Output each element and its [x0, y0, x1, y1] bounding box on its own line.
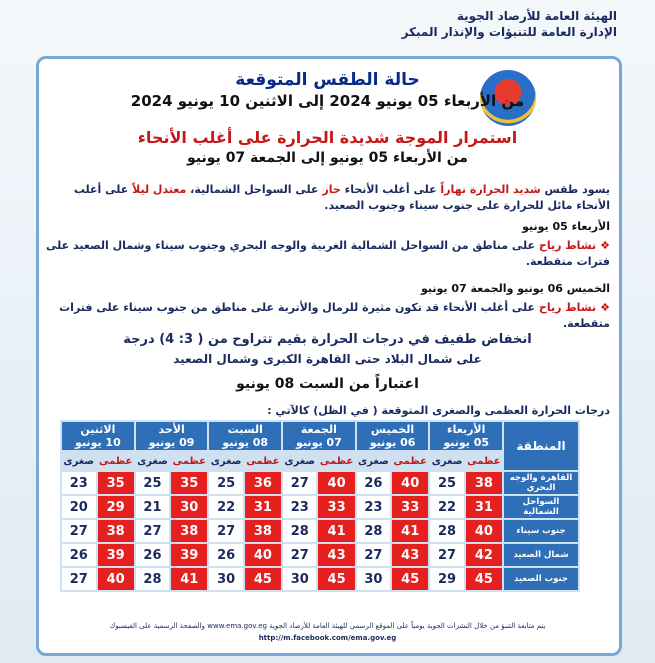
max-label: عظمى	[465, 451, 503, 471]
day-header	[135, 421, 209, 451]
bullet-icon: ❖	[600, 301, 610, 314]
max-label: عظمى	[97, 451, 135, 471]
region-name: القاهرة والوجه البحري	[503, 471, 579, 495]
min-temp-cell: 30	[282, 567, 317, 591]
region-name: جنوب الصعيد	[503, 567, 579, 591]
bullet-icon: ❖	[600, 239, 610, 252]
day-header	[282, 421, 356, 451]
bulletin-period: من الأربعاء 05 يونيو 2024 إلى الاثنين 10 يونيو 2024	[130, 92, 525, 110]
min-temp-cell: 23	[61, 471, 97, 495]
max-label: عظمى	[170, 451, 208, 471]
min-temp-cell: 26	[135, 543, 170, 567]
day-header	[61, 421, 135, 451]
day-name: الأحد	[158, 423, 185, 436]
max-temp-cell: 45	[317, 567, 355, 591]
day-date: 08 يونيو	[222, 436, 269, 449]
min-temp-cell: 22	[208, 495, 243, 519]
day-note-bullet: ❖نشاط رياح على مناطق من السواحل الشمالية الغربية والوجه البحري وجنوب سيناء وشمال الصعيد على فترات متقطعة.	[46, 239, 610, 268]
min-temp-cell: 23	[356, 495, 391, 519]
decline-line1: انخفاض طفيف في درجات الحرارة بقيم تتراوح من ( 3: 4) درجة	[123, 332, 532, 347]
table-caption: درجات الحرارة العظمى والصغرى المتوقعة ( في الظل) كالآتي :	[267, 404, 610, 417]
max-temp-cell: 29	[97, 495, 135, 519]
max-temp-cell: 35	[97, 471, 135, 495]
min-temp-cell: 27	[61, 567, 97, 591]
min-temp-cell: 27	[208, 519, 243, 543]
day-name: الجمعة	[300, 423, 337, 436]
max-temp-cell: 39	[170, 543, 208, 567]
temperature-table	[60, 420, 580, 592]
day-date: 05 يونيو	[443, 436, 490, 449]
max-temp-cell: 40	[465, 519, 503, 543]
min-temp-cell: 25	[135, 471, 170, 495]
region-name: شمال الصعيد	[503, 543, 579, 567]
max-temp-cell: 43	[391, 543, 429, 567]
max-temp-cell: 38	[170, 519, 208, 543]
max-temp-cell: 30	[170, 495, 208, 519]
organization-header	[402, 8, 617, 40]
max-temp-cell: 33	[317, 495, 355, 519]
min-temp-cell: 27	[356, 543, 391, 567]
max-temp-cell: 41	[317, 519, 355, 543]
max-temp-cell: 45	[244, 567, 282, 591]
table-row	[61, 471, 579, 495]
max-temp-cell: 31	[465, 495, 503, 519]
max-temp-cell: 35	[170, 471, 208, 495]
headline-period: من الأربعاء 05 يونيو إلى الجمعة 07 يونيو	[187, 150, 468, 166]
min-label: صغرى	[282, 451, 317, 471]
max-temp-cell: 38	[97, 519, 135, 543]
max-temp-cell: 36	[244, 471, 282, 495]
min-temp-cell: 27	[61, 519, 97, 543]
min-temp-cell: 28	[429, 519, 464, 543]
min-label: صغرى	[135, 451, 170, 471]
min-temp-cell: 27	[429, 543, 464, 567]
max-temp-cell: 41	[170, 567, 208, 591]
min-temp-cell: 26	[208, 543, 243, 567]
min-temp-cell: 25	[429, 471, 464, 495]
day-name: الخميس	[370, 423, 415, 436]
org-name: الهيئة العامة للأرصاد الجوية	[456, 9, 617, 23]
day-header	[208, 421, 282, 451]
table-row	[61, 567, 579, 591]
day-note-bullet: ❖نشاط رياح على أغلب الأنحاء قد تكون مثيرة للرمال والأتربة على مناطق من جنوب سيناء على فترات متقطعة.	[59, 301, 610, 330]
min-temp-cell: 21	[135, 495, 170, 519]
max-temp-cell: 45	[391, 567, 429, 591]
max-temp-cell: 41	[391, 519, 429, 543]
decline-line3: اعتباراً من السبت 08 يونيو	[236, 376, 419, 392]
min-label: صغرى	[356, 451, 391, 471]
day-note-title: الأربعاء 05 يونيو	[522, 220, 610, 233]
min-temp-cell: 27	[282, 471, 317, 495]
region-header: المنطقة	[503, 421, 579, 471]
max-label: عظمى	[391, 451, 429, 471]
max-temp-cell: 39	[97, 543, 135, 567]
max-temp-cell: 42	[465, 543, 503, 567]
max-temp-cell: 40	[391, 471, 429, 495]
min-temp-cell: 26	[61, 543, 97, 567]
bulletin-title: حالة الطقس المتوقعة	[235, 70, 420, 90]
max-temp-cell: 45	[465, 567, 503, 591]
max-temp-cell: 43	[317, 543, 355, 567]
day-name: الأربعاء	[446, 423, 486, 436]
summary-paragraph: يسود طقس شديد الحرارة نهاراً على أغلب الأنحاء حار على السواحل الشمالية، معتدل ليلاً على أغلب الأنحاء مائل للحرارة على جنوب سيناء وجنوب الصعيد.	[73, 183, 610, 212]
day-name: السبت	[227, 423, 263, 436]
day-header	[356, 421, 430, 451]
min-temp-cell: 26	[356, 471, 391, 495]
table-row	[61, 543, 579, 567]
region-name: السواحل الشمالية	[503, 495, 579, 519]
region-name: جنوب سيناء	[503, 519, 579, 543]
max-temp-cell: 31	[244, 495, 282, 519]
min-label: صغرى	[208, 451, 243, 471]
day-header	[429, 421, 503, 451]
facebook-link[interactable]: http://m.facebook.com/ema.gov.eg	[258, 634, 397, 642]
day-date: 10 يونيو	[75, 436, 121, 449]
org-department: الإدارة العامة للتنبؤات والإنذار المبكر	[401, 25, 617, 39]
min-temp-cell: 28	[135, 567, 170, 591]
min-temp-cell: 27	[282, 543, 317, 567]
min-temp-cell: 30	[356, 567, 391, 591]
max-label: عظمى	[317, 451, 355, 471]
max-temp-cell: 40	[317, 471, 355, 495]
headline: استمرار الموجة شديدة الحرارة على أغلب الأنحاء	[137, 128, 518, 147]
decline-line2: على شمال البلاد حتى القاهرة الكبرى وشمال الصعيد	[173, 352, 482, 366]
min-label: صغرى	[61, 451, 97, 471]
min-temp-cell: 25	[208, 471, 243, 495]
min-temp-cell: 28	[282, 519, 317, 543]
max-label: عظمى	[244, 451, 282, 471]
max-temp-cell: 38	[244, 519, 282, 543]
min-temp-cell: 27	[135, 519, 170, 543]
day-date: 06 يونيو	[369, 436, 416, 449]
min-temp-cell: 22	[429, 495, 464, 519]
max-temp-cell: 40	[97, 567, 135, 591]
max-temp-cell: 40	[244, 543, 282, 567]
min-temp-cell: 23	[282, 495, 317, 519]
min-label: صغرى	[429, 451, 464, 471]
min-temp-cell: 29	[429, 567, 464, 591]
table-row	[61, 495, 579, 519]
table-row	[61, 519, 579, 543]
max-temp-cell: 33	[391, 495, 429, 519]
day-date: 09 يونيو	[148, 436, 195, 449]
min-temp-cell: 28	[356, 519, 391, 543]
max-temp-cell: 38	[465, 471, 503, 495]
day-name: الاثنين	[80, 423, 116, 436]
min-temp-cell: 20	[61, 495, 97, 519]
min-temp-cell: 30	[208, 567, 243, 591]
day-date: 07 يونيو	[296, 436, 342, 449]
footer-note: يتم متابعة التنبؤ من خلال النشرات الجوية يومياً على الموقع الرسمي للهيئة العامة للأرصاد الجوية www.ema.gov.eg والصفحة الرسمية على الفيسبوك	[109, 622, 546, 630]
day-note-title: الخميس 06 يونيو والجمعة 07 يونيو	[420, 282, 610, 295]
